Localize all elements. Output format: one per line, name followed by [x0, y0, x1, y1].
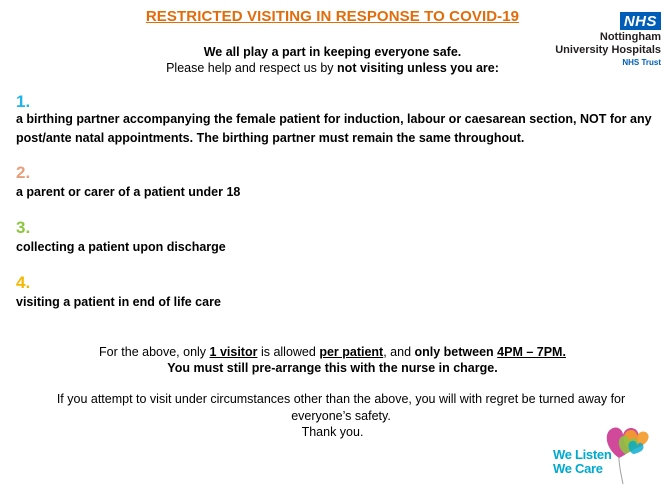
- item-2-text: a parent or carer of a patient under 18: [16, 185, 241, 199]
- org-name-line2: University Hospitals: [555, 44, 661, 56]
- footer-rule-only-between: only between: [414, 345, 498, 359]
- item-3-number: 3.: [16, 218, 31, 237]
- footer-prearrange: You must still pre-arrange this with the nurse in charge.: [167, 361, 498, 375]
- intro-line-1: We all play a part in keeping everyone safe.: [203, 45, 462, 59]
- item-1-text: a birthing partner accompanying the female patient for induction, labour or caesarean section, NOT for any post/ante natal appointments. The birthing partner must remain the same throughout.: [16, 112, 652, 145]
- footer-rule-text-e: , and: [383, 345, 415, 359]
- footer-rule-hours: 4PM – 7PM.: [497, 345, 566, 359]
- intro-line-2: [0, 60, 665, 77]
- footer-rule-per-patient: per patient: [319, 345, 384, 359]
- footer-rule-text-c: is allowed: [257, 345, 320, 359]
- we-listen-text: We Listen: [553, 447, 612, 462]
- we-listen-we-care-logo: [553, 424, 665, 494]
- we-listen-we-care-text: [553, 448, 611, 476]
- we-care-text: We Care: [553, 461, 603, 476]
- footer-thanks: Thank you.: [301, 425, 364, 439]
- item-2-number: 2.: [16, 163, 31, 182]
- footer-rule-text-a: For the above, only: [99, 345, 210, 359]
- item-4-number: 4.: [16, 273, 31, 292]
- nhs-badge: NHS: [620, 12, 661, 30]
- intro-line-2-emphasis: not visiting unless you are:: [337, 61, 499, 75]
- page-title: RESTRICTED VISITING IN RESPONSE TO COVID-19: [145, 8, 520, 25]
- intro-line-2-prefix: Please help and respect us by: [166, 61, 338, 75]
- footer-rule-visitor-count: 1 visitor: [209, 345, 258, 359]
- org-trust-line: NHS Trust: [622, 58, 661, 67]
- item-3-text: collecting a patient upon discharge: [16, 240, 226, 254]
- footer-warning: If you attempt to visit under circumstances other than the above, you will with regret be turned away for everyone’s safety.: [56, 392, 626, 423]
- footer-visitor-rule: [0, 344, 665, 361]
- org-name-line1: Nottingham: [599, 31, 661, 43]
- item-4-text: visiting a patient in end of life care: [16, 295, 221, 309]
- item-1-number: 1.: [16, 92, 31, 111]
